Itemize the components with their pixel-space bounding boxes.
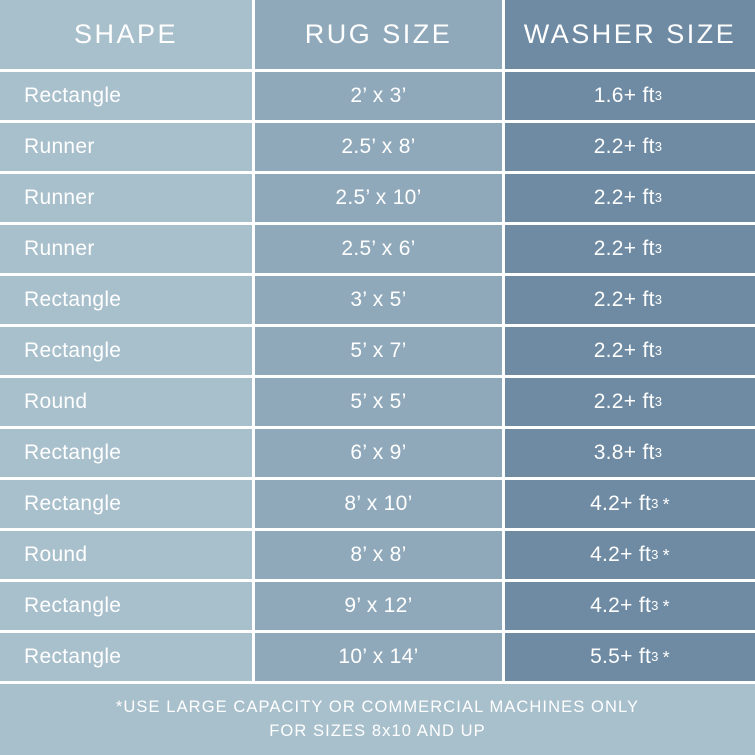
table-header-row (0, 0, 755, 72)
table-footnote (0, 684, 755, 755)
cell-shape: Rectangle (0, 480, 255, 531)
cell-shape: Rectangle (0, 72, 255, 123)
cell-rug-size: 5’ x 5’ (255, 378, 505, 429)
cell-rug-size: 8’ x 10’ (255, 480, 505, 531)
cell-shape: Rectangle (0, 633, 255, 684)
cell-washer-size: 2.2+ ft 3 (505, 276, 755, 327)
footnote-line-1: *USE LARGE CAPACITY OR COMMERCIAL MACHINES ONLY (115, 697, 640, 716)
cell-washer-size: 2.2+ ft 3 (505, 123, 755, 174)
cell-shape: Round (0, 531, 255, 582)
cell-shape: Rectangle (0, 582, 255, 633)
washer-value: 2.2+ ft (593, 339, 655, 362)
table-row (0, 633, 755, 684)
cell-rug-size: 6’ x 9’ (255, 429, 505, 480)
cell-rug-size: 8’ x 8’ (255, 531, 505, 582)
cell-washer-size: 2.2+ ft 3 (505, 225, 755, 276)
cell-rug-size: 5’ x 7’ (255, 327, 505, 378)
column-header-washer-size: WASHER SIZE (505, 0, 755, 72)
washer-value: 4.2+ ft (590, 543, 652, 566)
washer-value: 1.6+ ft (593, 84, 655, 107)
washer-footnote-star: * (662, 493, 670, 514)
cell-rug-size: 9’ x 12’ (255, 582, 505, 633)
cell-washer-size: 4.2+ ft 3 * (505, 582, 755, 633)
table-row (0, 276, 755, 327)
cell-washer-size: 5.5+ ft 3 * (505, 633, 755, 684)
table-row (0, 225, 755, 276)
washer-value: 4.2+ ft (590, 594, 652, 617)
cell-washer-size: 2.2+ ft 3 (505, 327, 755, 378)
washer-value: 3.8+ ft (593, 441, 655, 464)
footnote-line-2: FOR SIZES 8x10 AND UP (269, 721, 486, 740)
table-row (0, 480, 755, 531)
table-row (0, 429, 755, 480)
column-header-shape: SHAPE (0, 0, 255, 72)
cell-shape: Rectangle (0, 276, 255, 327)
table-row (0, 72, 755, 123)
cell-rug-size: 2.5’ x 10’ (255, 174, 505, 225)
table-row (0, 378, 755, 429)
cell-rug-size: 2.5’ x 8’ (255, 123, 505, 174)
cell-washer-size: 4.2+ ft 3 * (505, 531, 755, 582)
table-row (0, 327, 755, 378)
cell-shape: Rectangle (0, 429, 255, 480)
cell-rug-size: 10’ x 14’ (255, 633, 505, 684)
table-row (0, 174, 755, 225)
cell-shape: Rectangle (0, 327, 255, 378)
cell-washer-size: 2.2+ ft 3 (505, 378, 755, 429)
cell-shape: Runner (0, 174, 255, 225)
cell-washer-size: 4.2+ ft 3 * (505, 480, 755, 531)
table-row (0, 123, 755, 174)
washer-value: 2.2+ ft (593, 288, 655, 311)
washer-value: 2.2+ ft (593, 135, 655, 158)
washer-footnote-star: * (662, 544, 670, 565)
washer-value: 2.2+ ft (593, 390, 655, 413)
column-header-rug-size: RUG SIZE (255, 0, 505, 72)
cell-rug-size: 3’ x 5’ (255, 276, 505, 327)
table-row (0, 582, 755, 633)
cell-washer-size: 2.2+ ft 3 (505, 174, 755, 225)
washer-footnote-star: * (662, 595, 670, 616)
cell-shape: Runner (0, 123, 255, 174)
cell-washer-size: 1.6+ ft 3 (505, 72, 755, 123)
table-row (0, 531, 755, 582)
washer-value: 5.5+ ft (590, 645, 652, 668)
washer-footnote-star: * (662, 646, 670, 667)
cell-shape: Round (0, 378, 255, 429)
cell-rug-size: 2.5’ x 6’ (255, 225, 505, 276)
washer-value: 2.2+ ft (593, 237, 655, 260)
washer-value: 2.2+ ft (593, 186, 655, 209)
cell-washer-size: 3.8+ ft 3 (505, 429, 755, 480)
cell-shape: Runner (0, 225, 255, 276)
washer-value: 4.2+ ft (590, 492, 652, 515)
cell-rug-size: 2’ x 3’ (255, 72, 505, 123)
